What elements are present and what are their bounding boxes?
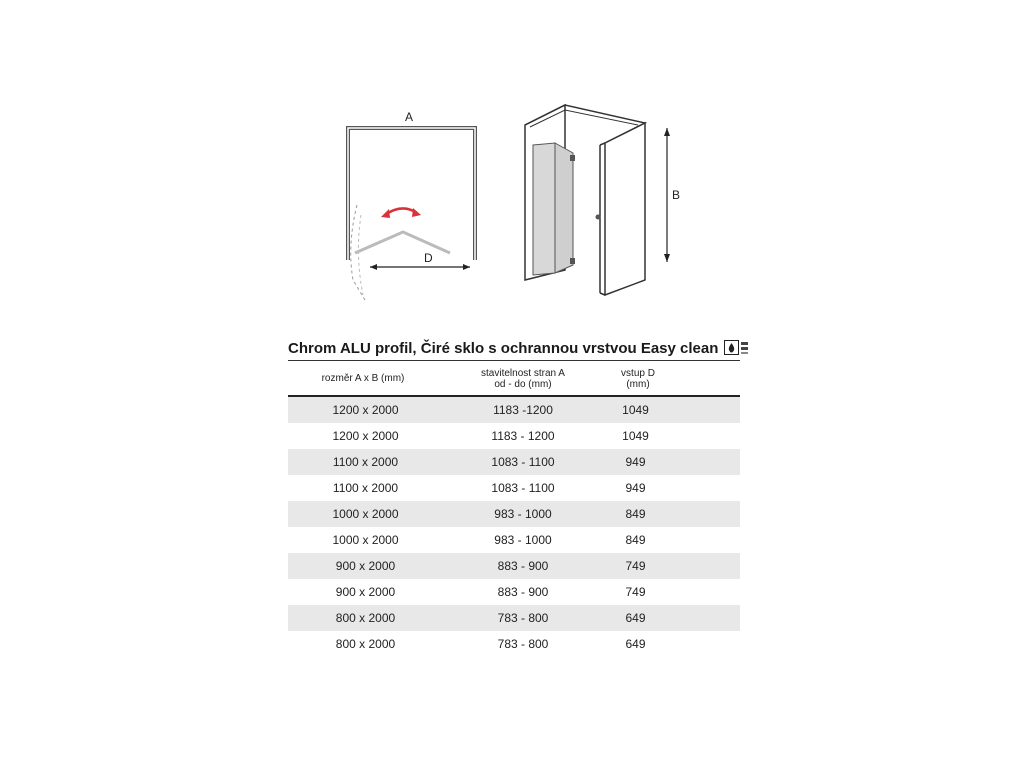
cell-range: 1183 -1200 bbox=[493, 403, 553, 417]
label-b: B bbox=[672, 188, 681, 202]
door-glass-panel-2 bbox=[555, 143, 573, 273]
header-range-line1: stavitelnost stran A bbox=[481, 368, 565, 379]
door-swing-path-2 bbox=[358, 215, 363, 295]
cell-size: 1100 x 2000 bbox=[332, 455, 399, 469]
cell-entry: 749 bbox=[625, 559, 646, 573]
cell-range: 883 - 900 bbox=[497, 559, 549, 573]
table-row bbox=[288, 605, 740, 631]
header-entry-line1: vstup D bbox=[621, 368, 655, 379]
spec-table bbox=[288, 360, 740, 657]
table-row bbox=[288, 579, 740, 605]
table-header bbox=[288, 360, 740, 397]
label-d: D bbox=[424, 251, 433, 265]
folded-door-plan bbox=[355, 232, 450, 253]
cell-entry: 649 bbox=[625, 637, 646, 651]
cell-size: 800 x 2000 bbox=[335, 611, 396, 625]
plan-frame-inner bbox=[348, 128, 475, 260]
cell-entry: 849 bbox=[625, 533, 646, 547]
cell-size: 800 x 2000 bbox=[335, 637, 396, 651]
dimension-d-arrow-left bbox=[370, 264, 377, 270]
cell-entry: 849 bbox=[625, 507, 646, 521]
cell-entry: 649 bbox=[625, 611, 646, 625]
header-size: rozměr A x B (mm) bbox=[321, 373, 405, 384]
cell-size: 1100 x 2000 bbox=[332, 481, 399, 495]
rotation-arrow-head-left bbox=[381, 209, 390, 218]
table-row bbox=[288, 553, 740, 579]
header-range bbox=[458, 368, 588, 390]
table-row bbox=[288, 631, 740, 657]
door-handle-icon bbox=[596, 215, 601, 220]
cell-range: 1083 - 1100 bbox=[491, 455, 555, 469]
table-row bbox=[288, 527, 740, 553]
easy-clean-drop-icon bbox=[724, 340, 748, 356]
door-glass-panel-1 bbox=[533, 143, 555, 275]
right-panel bbox=[605, 123, 645, 295]
cell-entry: 749 bbox=[625, 585, 646, 599]
cell-range: 783 - 800 bbox=[497, 611, 549, 625]
header-range-line2: od - do (mm) bbox=[494, 379, 552, 390]
cell-size: 900 x 2000 bbox=[335, 559, 396, 573]
cell-entry: 949 bbox=[625, 455, 646, 469]
cell-range: 1183 - 1200 bbox=[491, 429, 555, 443]
rotation-arrow-icon bbox=[385, 208, 417, 215]
cell-size: 1200 x 2000 bbox=[332, 429, 399, 443]
plan-view-diagram bbox=[335, 105, 485, 305]
table-row bbox=[288, 423, 740, 449]
header-entry-line2: (mm) bbox=[626, 379, 650, 390]
hinge-top-icon bbox=[570, 155, 575, 161]
dimension-d-arrow-right bbox=[463, 264, 470, 270]
cell-size: 900 x 2000 bbox=[335, 585, 396, 599]
cell-size: 1000 x 2000 bbox=[332, 533, 399, 547]
cell-range: 883 - 900 bbox=[497, 585, 549, 599]
table-row bbox=[288, 475, 740, 501]
hinge-bottom-icon bbox=[570, 258, 575, 264]
cell-range: 783 - 800 bbox=[497, 637, 549, 651]
table-row bbox=[288, 449, 740, 475]
cell-range: 983 - 1000 bbox=[494, 507, 552, 521]
header-entry bbox=[598, 368, 678, 390]
dimension-b-arrow-bottom bbox=[664, 254, 670, 262]
rotation-arrow-head-right bbox=[412, 208, 421, 217]
spec-title bbox=[288, 337, 748, 359]
cell-range: 1083 - 1100 bbox=[491, 481, 555, 495]
cell-entry: 949 bbox=[625, 481, 646, 495]
plan-frame bbox=[348, 128, 475, 260]
cell-entry: 1049 bbox=[622, 403, 649, 417]
table-row bbox=[288, 501, 740, 527]
table-row bbox=[288, 397, 740, 423]
cell-range: 983 - 1000 bbox=[494, 533, 552, 547]
label-a: A bbox=[405, 110, 414, 124]
dimension-b-arrow-top bbox=[664, 128, 670, 136]
cell-size: 1200 x 2000 bbox=[332, 403, 399, 417]
spec-title-text: Chrom ALU profil, Čiré sklo s ochrannou vrstvou Easy clean bbox=[288, 339, 719, 357]
cell-size: 1000 x 2000 bbox=[332, 507, 399, 521]
cell-entry: 1049 bbox=[622, 429, 649, 443]
3d-view-diagram bbox=[515, 95, 695, 305]
